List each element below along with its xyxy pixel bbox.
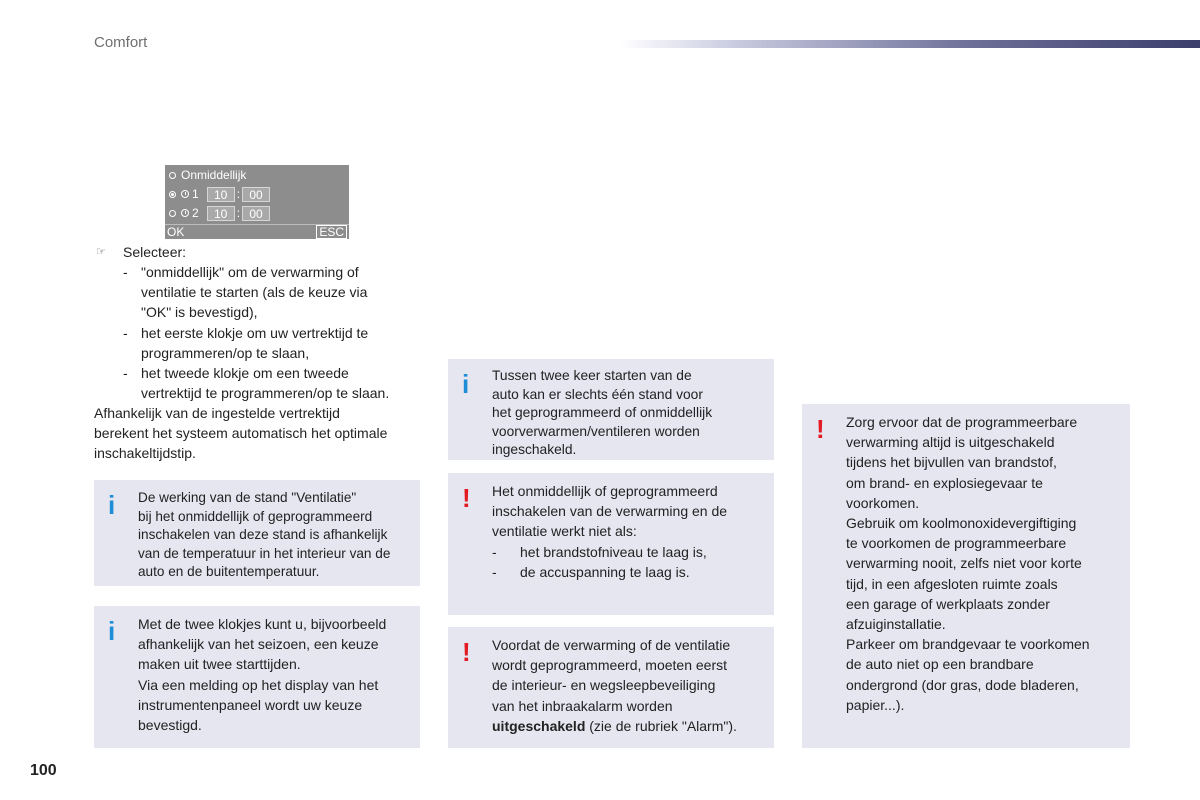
clock-icon [181, 209, 189, 217]
warning-icon: ! [462, 637, 471, 667]
option-immediate-label: Onmiddellijk [181, 168, 247, 182]
list-item: - de accuspanning te laag is. [492, 563, 690, 580]
info-note-ventilation: i De werking van de stand "Ventilatie" bij het onmiddellijk of geprogrammeerd inschakelen van deze stand is afhankelijk van de temperatuur in het interieur van de auto en de buitentemperatuur. [94, 480, 420, 586]
select-label: Selecteer: [123, 244, 187, 260]
colon: : [236, 206, 241, 220]
option-immediate-row [165, 166, 246, 184]
timer1-hours: 10 [207, 187, 235, 202]
list-item: - "onmiddellijk" om de verwarming of ventilatie te starten (als de keuze via "OK" is bevestigd), [123, 264, 368, 321]
info-icon: i [462, 369, 470, 399]
esc-label: ESC [316, 225, 347, 239]
colon: : [236, 187, 241, 201]
timer2-minutes: 00 [242, 206, 270, 221]
info-icon: i [108, 616, 116, 646]
warning-note-before-programming: ! Voordat de verwarming of de ventilatie wordt geprogrammeerd, moeten eerst de interieur- en wegsleepbeveiliging van het inbraakalarm worden uitgeschakeld (zie de rubriek "Alarm"). [448, 627, 774, 748]
timer2-label: 2 [192, 206, 199, 220]
list-item: - het brandstofniveau te laag is, [492, 543, 707, 560]
warning-icon: ! [462, 483, 471, 513]
bold-term: uitgeschakeld [492, 717, 586, 734]
radio-icon [169, 210, 176, 217]
info-note-between-starts: i Tussen twee keer starten van de auto kan er slechts één stand voor het geprogrammeerd of onmiddellijk voorverwarmen/ventileren worden ingeschakeld. [448, 359, 774, 460]
calculation-paragraph: Afhankelijk van de ingestelde vertrektijd berekent het systeem automatisch het optimale inschakeltijdstip. [94, 405, 388, 462]
section-title: Comfort [94, 34, 148, 51]
radio-icon [169, 172, 176, 179]
header-decoration-bar [620, 40, 1200, 48]
warning-icon: ! [816, 414, 825, 444]
pointing-hand-icon: ☞ [96, 246, 106, 258]
display-screen-illustration [165, 165, 349, 239]
list-item: - het tweede klokje om een tweede vertrektijd te programmeren/op te slaan. [123, 365, 390, 402]
clock-icon [181, 190, 189, 198]
page-number: 100 [30, 762, 57, 779]
timer2-row [165, 204, 272, 222]
timer1-row [165, 185, 272, 203]
screen-button-bar [165, 224, 349, 239]
warning-note-safety: ! Zorg ervoor dat de programmeerbare verwarming altijd is uitgeschakeld tijdens het bijvullen van brandstof, om brand- en explosiegevaar te voorkomen. Gebruik om koolmonoxidevergiftiging te voorkomen de programmeerbare verwarming nooit, zelfs niet voor korte tijd, in een afgesloten ruimte zoals een garage of werkplaats zonder afzuiginstallatie. Parkeer om brandgevaar te voorkomen de auto niet op een brandbare ondergrond (dor gras, dode bladeren, papier...). [802, 404, 1130, 748]
warning-note-not-working: ! Het onmiddellijk of geprogrammeerd inschakelen van de verwarming en de ventilatie werkt niet als: - het brandstofniveau te laag is, - de accuspanning te laag is. [448, 473, 774, 615]
timer1-label: 1 [192, 187, 199, 201]
info-icon: i [108, 490, 116, 520]
timer2-hours: 10 [207, 206, 235, 221]
ok-label: OK [167, 225, 185, 239]
instruction-list [123, 262, 423, 403]
info-note-two-clocks: i Met de twee klokjes kunt u, bijvoorbeeld afhankelijk van het seizoen, een keuze maken uit twee starttijden. Via een melding op het display van het instrumentenpaneel wordt uw keuze bevestigd. [94, 606, 420, 748]
list-item: - het eerste klokje om uw vertrektijd te programmeren/op te slaan, [123, 324, 369, 361]
timer1-minutes: 00 [242, 187, 270, 202]
radio-selected-icon [169, 191, 176, 198]
